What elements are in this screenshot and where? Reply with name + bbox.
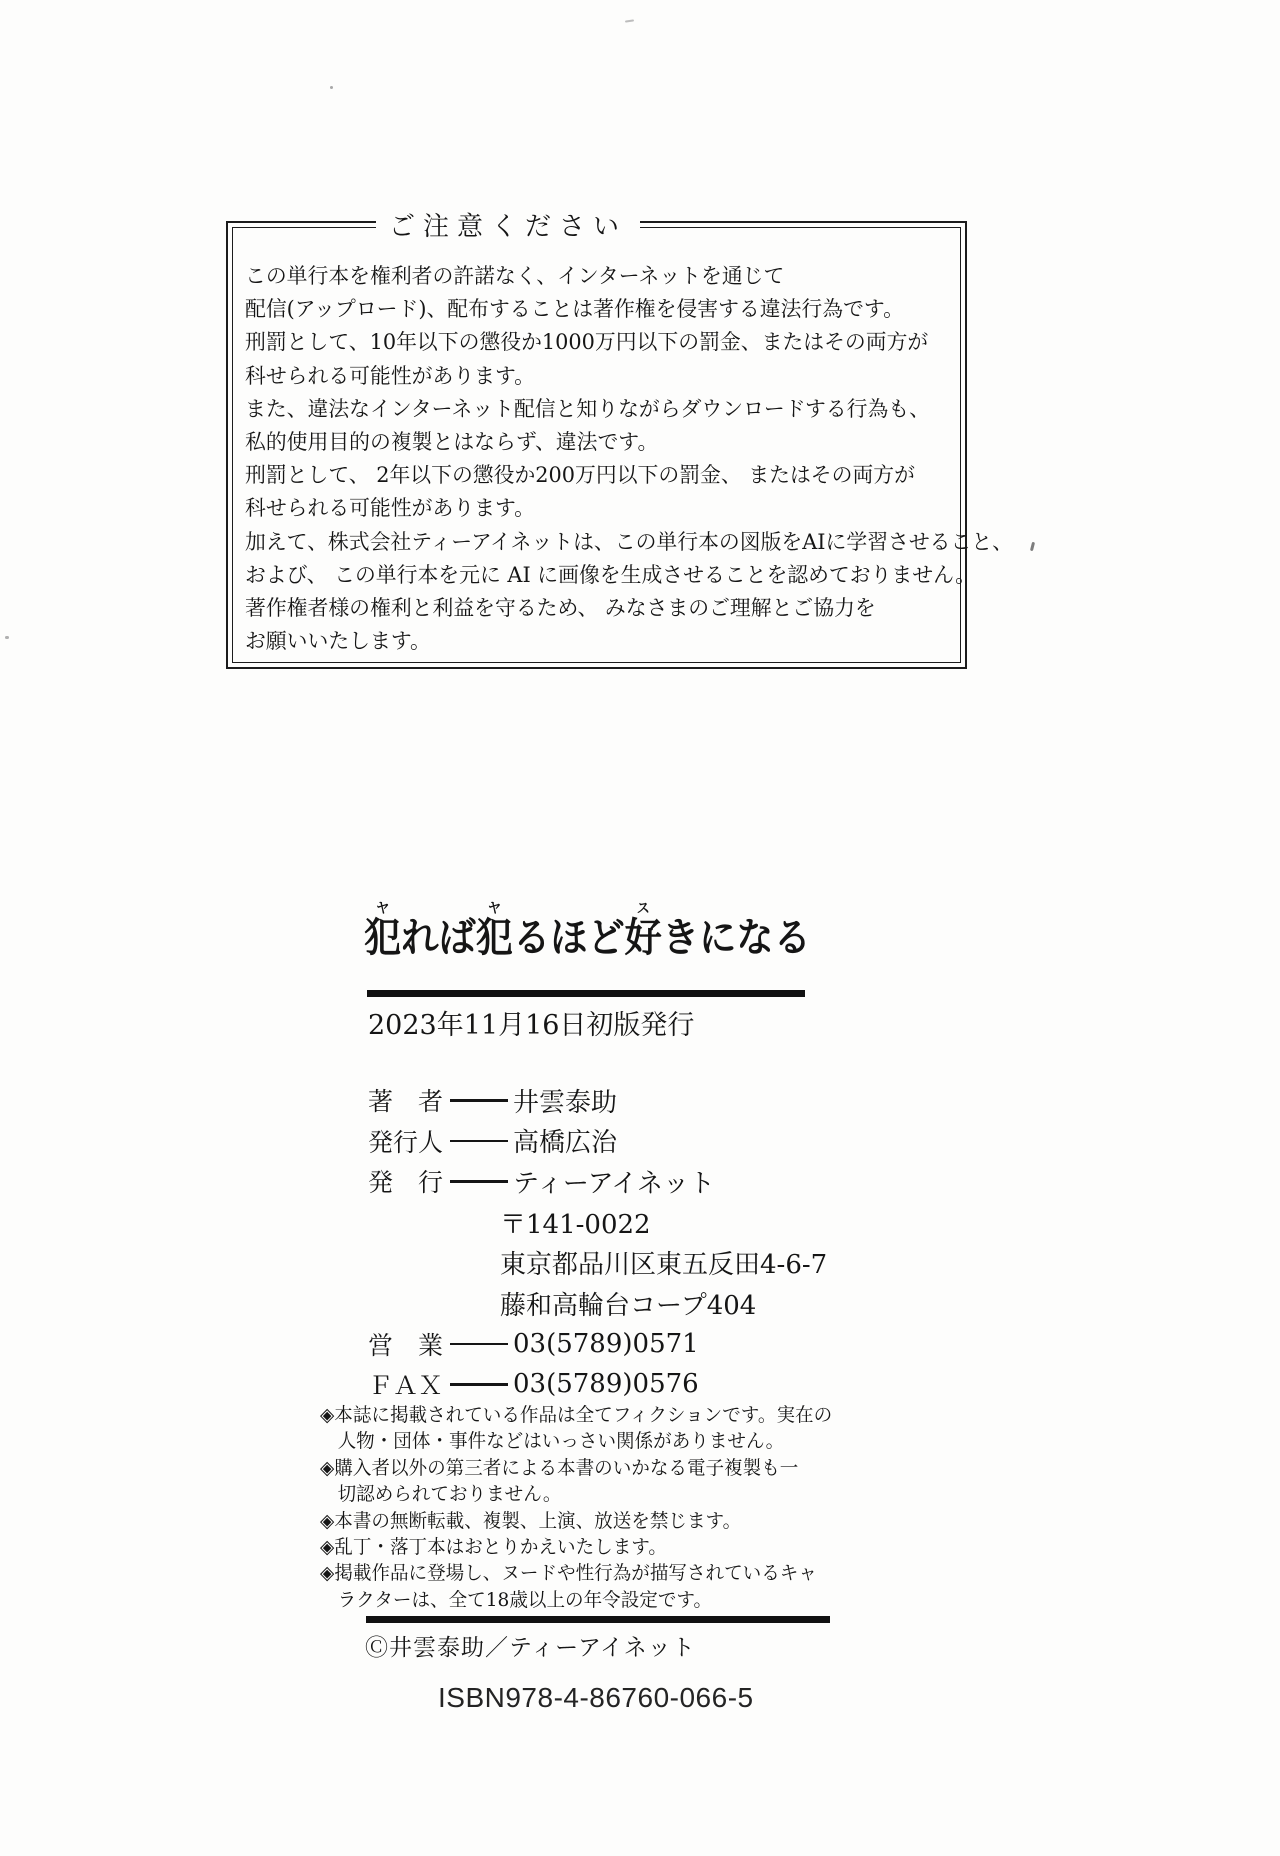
dash-separator xyxy=(450,1383,508,1386)
publication-row xyxy=(368,1080,827,1121)
title-segment-ruby: 犯ヤ xyxy=(475,901,513,961)
title-segment: るほど xyxy=(512,914,625,961)
publication-row xyxy=(368,1324,827,1365)
note-line: ◈購入者以外の第三者による本書のいかなる電子複製も一 xyxy=(320,1456,799,1479)
publisher-address: 藤和高輪台コープ404 xyxy=(500,1290,757,1321)
note-line: ◈本書の無断転載、複製、上演、放送を禁じます。 xyxy=(320,1509,742,1532)
publication-label: 営 業 xyxy=(368,1330,444,1360)
notice-line: および、 この単行本を元に AI に画像を生成させることを認めておりません。 xyxy=(245,562,977,587)
notice-line: 刑罰として、10年以下の懲役か1000万円以下の罰金、またはその両方が xyxy=(245,330,929,355)
dash-separator xyxy=(450,1180,508,1183)
publication-value: ティーアイネット xyxy=(513,1168,716,1199)
publisher-address-row xyxy=(368,1202,827,1243)
title-divider-rule xyxy=(367,990,805,997)
note-line: ラクターは、全て18歳以上の年令設定です。 xyxy=(337,1588,713,1611)
scan-speck xyxy=(5,636,9,639)
notes-list xyxy=(320,1402,844,1613)
copyright-warning-box xyxy=(226,212,1014,669)
publication-row xyxy=(368,1161,827,1202)
publisher-address: 東京都品川区東五反田4-6-7 xyxy=(500,1250,828,1281)
notice-line: 配信(アップロード)、配布することは著作権を侵害する違法行為です。 xyxy=(245,297,904,322)
notice-line: お願いいたします。 xyxy=(245,629,431,654)
publication-value: 井雲泰助 xyxy=(513,1087,618,1118)
note-line: ◈乱丁・落丁本はおとりかえいたします。 xyxy=(320,1536,667,1559)
title-segment-ruby: 好ス xyxy=(624,901,662,961)
title-segment-ruby: 犯ヤ xyxy=(364,901,402,961)
publication-value: 03(5789)0571 xyxy=(513,1328,699,1359)
title-segment: きになる xyxy=(661,914,811,961)
dash-separator xyxy=(450,1099,508,1102)
note-line: ◈掲載作品に登場し、ヌードや性行為が描写されているキャ xyxy=(320,1562,817,1585)
scan-speck xyxy=(330,86,333,89)
notice-line: 私的使用目的の複製とはならず、違法です。 xyxy=(245,430,659,455)
isbn: ISBN978-4-86760-066-5 xyxy=(438,1682,754,1713)
dash-separator xyxy=(450,1140,508,1143)
scan-speck xyxy=(1030,542,1035,551)
publisher-address-row xyxy=(368,1242,827,1283)
notice-line: この単行本を権利者の許諾なく、インターネットを通じて xyxy=(245,264,785,288)
notice-line: 刑罰として、 2年以下の懲役か200万円以下の罰金、 またはその両方が xyxy=(245,463,915,488)
copyright-line: Ⓒ井雲泰助／ティーアイネット xyxy=(365,1635,696,1661)
note-line: 切認められておりません。 xyxy=(337,1483,562,1506)
notice-line: 科せられる可能性があります。 xyxy=(245,363,535,388)
scan-speck xyxy=(625,19,634,22)
title-segment: れば xyxy=(401,914,476,961)
publication-value: 03(5789)0576 xyxy=(513,1369,699,1400)
publication-label: ＦＡＸ xyxy=(368,1371,444,1401)
publication-value: 高橋広治 xyxy=(513,1128,618,1159)
footer-divider-rule xyxy=(366,1616,830,1623)
publication-label: 著 者 xyxy=(368,1087,444,1117)
note-line: ◈本誌に掲載されている作品は全てフィクションです。実在の xyxy=(320,1404,833,1426)
notice-line: 著作権者様の権利と利益を守るため、 みなさまのご理解とご協力を xyxy=(245,596,876,621)
edition-date: 2023年11月16日初版発行 xyxy=(368,1010,695,1041)
dash-separator xyxy=(450,1343,508,1346)
notice-line: また、違法なインターネット配信と知りながらダウンロードする行為も、 xyxy=(245,396,930,421)
note-line: 人物・団体・事件などはいっさい関係がありません。 xyxy=(337,1430,785,1453)
publication-label: 発行人 xyxy=(368,1127,444,1157)
warning-box-title: ご注意ください xyxy=(376,206,640,243)
notice-line: 加えて、株式会社ティーアイネットは、この単行本の図版をAIに学習させること、 xyxy=(245,529,1014,554)
publication-info xyxy=(368,1080,827,1405)
publisher-address-row xyxy=(368,1283,827,1324)
notice-box-lines xyxy=(245,260,1014,658)
notice-line: 科せられる可能性があります。 xyxy=(245,496,535,521)
publication-label: 発 行 xyxy=(368,1168,444,1198)
publication-row xyxy=(368,1121,827,1162)
book-title xyxy=(364,901,811,973)
publication-row xyxy=(368,1364,827,1405)
publisher-address: 〒141-0022 xyxy=(500,1209,651,1240)
